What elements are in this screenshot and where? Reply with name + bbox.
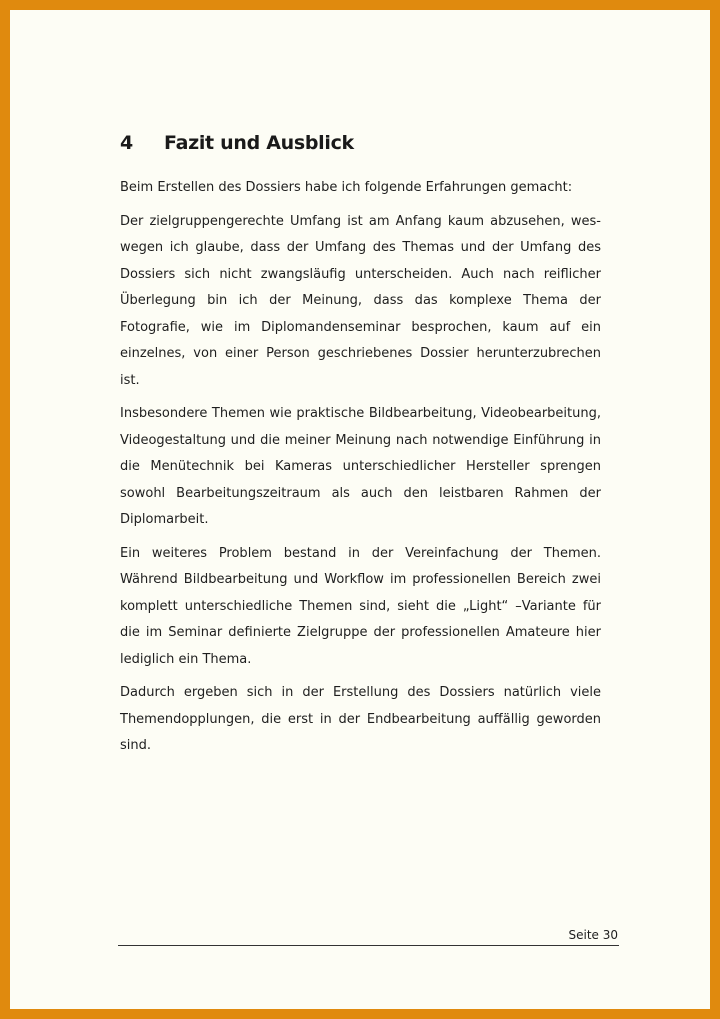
chapter-title: Fazit und Ausblick [164, 132, 354, 154]
document-page [10, 10, 710, 1009]
footer-rule [118, 945, 619, 946]
paragraph-intro: Beim Erstellen des Dossiers habe ich folgende Erfahrungen gemacht: [120, 180, 573, 195]
paragraph: Dadurch ergeben sich in der Erstellung des Dossiers natürlich viele Themendopplungen, die erst in der Endbearbeitung auffällig geworden sind. [120, 685, 601, 753]
paragraph: Insbesondere Themen wie praktische Bildbearbeitung, Videobearbeitung, Videogestaltung und die meiner Meinung nach notwendige Einführung in die Menütechnik bei Kameras unterschiedlicher Hersteller sprengen sowohl Bearbeitungszeitraum als auch den leistbaren Rahmen der Diplomarbeit. [120, 406, 601, 527]
chapter-heading [120, 132, 354, 154]
body-text [120, 175, 601, 767]
paragraph: Der zielgruppengerechte Umfang ist am Anfang kaum abzusehen, weswegen ich glaube, dass der Umfang des Themas und der Umfang des Dossiers sich nicht zwangsläufig unterscheiden. Auch nach reiflicher Überlegung bin ich der Meinung, dass das komplexe Thema der Fotografie, wie im Diplomandenseminar besprochen, kaum auf ein einzelnes, von einer Person geschriebenes Dossier herunterzubrechen ist. [120, 213, 601, 388]
chapter-number: 4 [120, 132, 133, 154]
paragraph: Ein weiteres Problem bestand in der Vereinfachung der Themen. Während Bildbearbeitung und Workflow im professionellen Bereich zwei komplett unterschiedliche Themen sind, sieht die „Light“ –Variante für die im Seminar definierte Zielgruppe der professionellen Amateure hier lediglich ein Thema. [120, 545, 601, 667]
page-number: Seite 30 [568, 928, 618, 942]
